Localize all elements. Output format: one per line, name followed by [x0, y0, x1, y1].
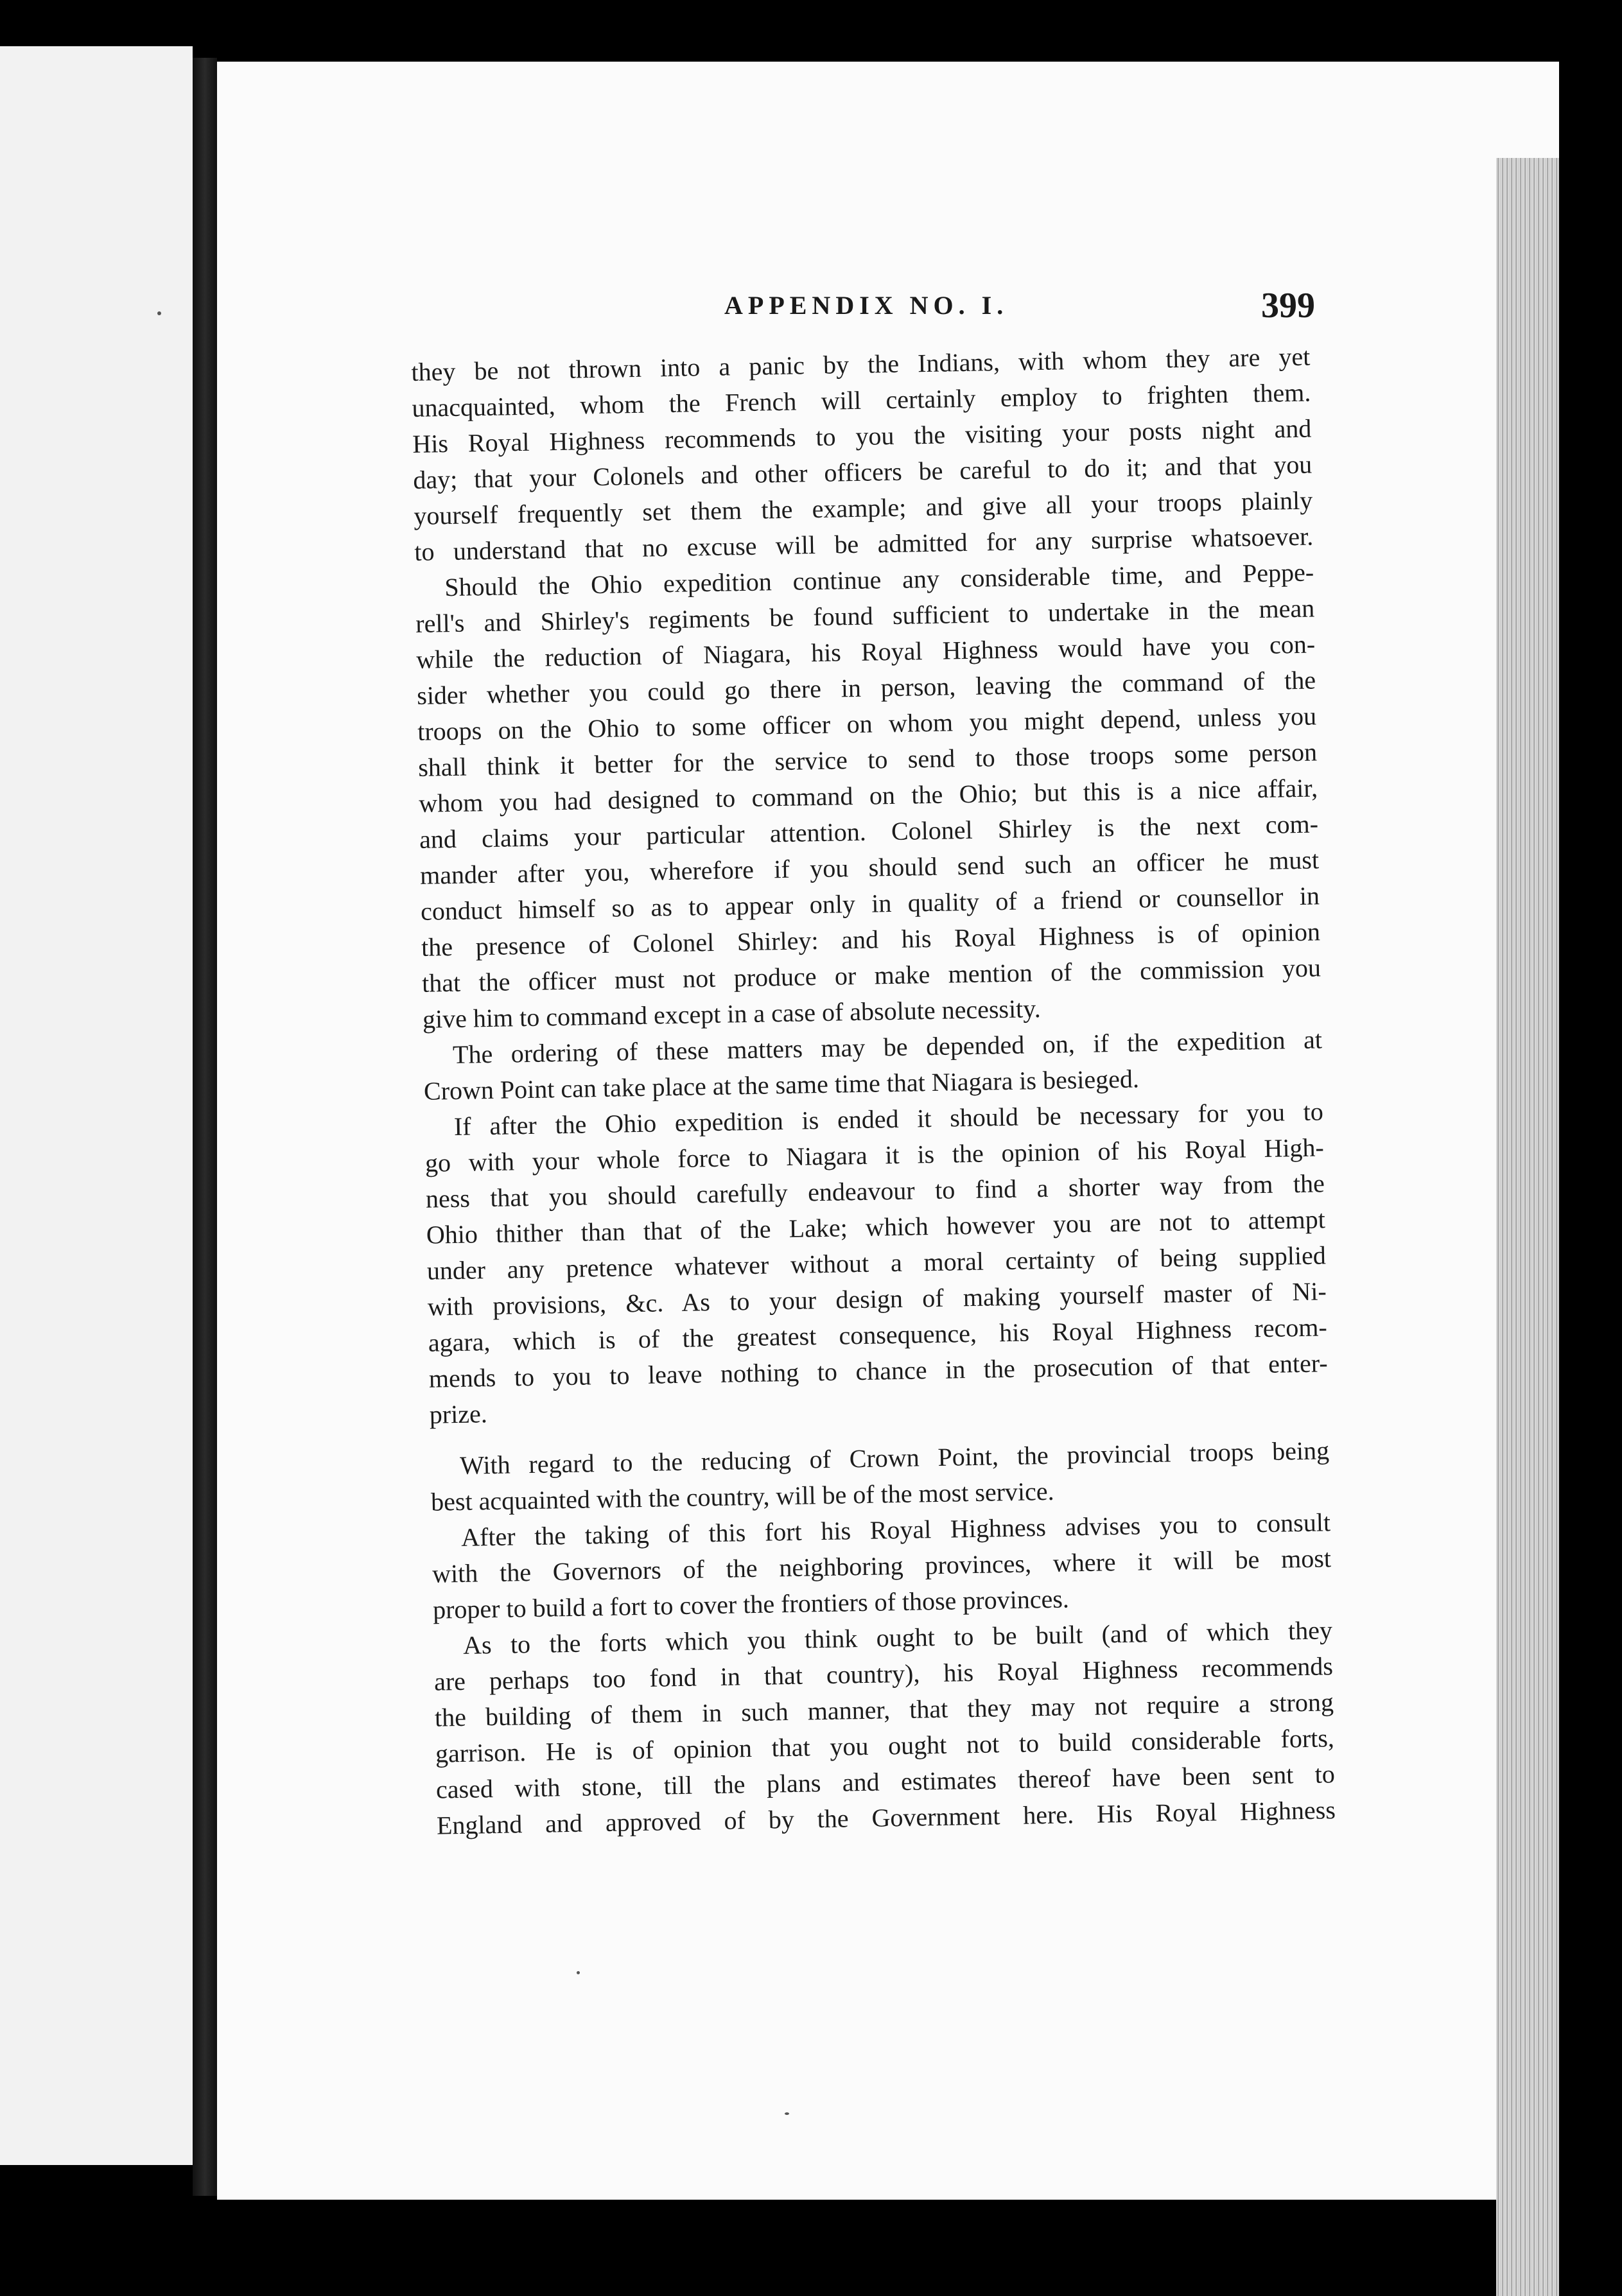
text-line: Crown Point can take place at the same time that Niagara is besieged. — [423, 1064, 1140, 1106]
running-head: APPENDIX NO. I. — [724, 291, 1009, 320]
text-line: to understand that no excuse will be admitted for any surprise whatsoever. — [414, 521, 1314, 566]
paper-speck — [785, 2112, 789, 2115]
page-header — [724, 286, 1315, 335]
page-number: 399 — [1261, 286, 1315, 326]
text-line: sider whether you could go there in person, leaving the command of the — [416, 665, 1316, 710]
book-gutter — [193, 58, 217, 2196]
text-line: cased with stone, till the plans and estimates thereof have been sent to — [435, 1759, 1336, 1804]
text-line: with provisions, &c. As to your design of making yourself master of Ni- — [427, 1276, 1327, 1321]
text-line: ness that you should carefully endeavour to find a shorter way from the — [425, 1169, 1325, 1213]
text-line: Should the Ohio expedition continue any considerable time, and Peppe- — [444, 557, 1314, 602]
text-line: After the taking of this fort his Royal Highness advises you to consult — [460, 1508, 1331, 1552]
text-line: and claims your particular attention. Colonel Shirley is the next com- — [419, 809, 1319, 854]
text-line: If after the Ohio expedition is ended it should be necessary for you to — [453, 1097, 1324, 1142]
paper-speck — [157, 311, 161, 315]
page-edges — [1496, 158, 1559, 2296]
text-line: Ohio thither than that of the Lake; which however you are not to attempt — [426, 1205, 1326, 1249]
text-line: proper to build a fort to cover the frontiers of those provinces. — [432, 1584, 1070, 1624]
text-line: The ordering of these matters may be depended on, if the expedition at — [452, 1025, 1323, 1070]
text-line: unacquainted, whom the French will certainly employ to frighten them. — [412, 378, 1311, 422]
text-line: give him to command except in a case of absolute necessity. — [422, 994, 1041, 1034]
text-line: yourself frequently set them the example; and give all your troops plainly — [413, 485, 1313, 530]
text-line: while the reduction of Niagara, his Royal Highness would have you con- — [415, 629, 1316, 674]
text-line: shall think it better for the service to send to those troops some person — [417, 737, 1318, 782]
text-line: go with your whole force to Niagara it is the opinion of his Royal High- — [424, 1133, 1325, 1178]
text-line: prize. — [429, 1399, 488, 1429]
text-line: His Royal Highness recommends to you the visiting your posts night and — [412, 413, 1312, 458]
text-line: best acquainted with the country, will be of the most service. — [430, 1476, 1054, 1517]
text-line: that the officer must not produce or make mention of the commission you — [421, 953, 1321, 998]
text-line: garrison. He is of opinion that you ought not to build considerable forts, — [435, 1723, 1335, 1768]
text-line: troops on the Ohio to some officer on whom you might depend, unless you — [417, 701, 1317, 746]
body-text — [411, 339, 1336, 1844]
text-line: whom you had designed to command on the Ohio; but this is a nice affair, — [418, 773, 1318, 818]
text-line: they be not thrown into a panic by the Indians, with whom they are yet — [411, 342, 1311, 387]
text-line: are perhaps too fond in that country), his Royal Highness recommends — [433, 1651, 1334, 1696]
text-line: day; that your Colonels and other officers be careful to do it; and that you — [413, 449, 1312, 494]
text-line: agara, which is of the greatest consequence, his Royal Highness recom- — [428, 1312, 1328, 1357]
text-line: rell's and Shirley's regiments be found sufficient to undertake in the mean — [415, 593, 1315, 638]
text-line: England and approved of by the Government here. His Royal Highness — [436, 1795, 1336, 1840]
facing-page-edge — [0, 46, 193, 2165]
text-line: the building of them in such manner, that they may not require a strong — [434, 1687, 1334, 1732]
text-line: the presence of Colonel Shirley: and his Royal Highness is of opinion — [421, 917, 1321, 962]
text-line: mends to you to leave nothing to chance in the prosecution of that enter- — [428, 1348, 1329, 1393]
text-line: With regard to the reducing of Crown Point, the provincial troops being — [459, 1436, 1330, 1480]
text-line: with the Governors of the neighboring provinces, where it will be most — [432, 1544, 1332, 1588]
text-line: mander after you, wherefore if you should send such an officer he must — [419, 845, 1320, 890]
text-line: As to the forts which you think ought to be built (and of which they — [462, 1615, 1333, 1660]
text-line: under any pretence whatever without a moral certainty of being supplied — [426, 1240, 1327, 1285]
paper-speck — [577, 1971, 580, 1974]
text-line: conduct himself so as to appear only in quality of a friend or counsellor in — [420, 881, 1320, 926]
